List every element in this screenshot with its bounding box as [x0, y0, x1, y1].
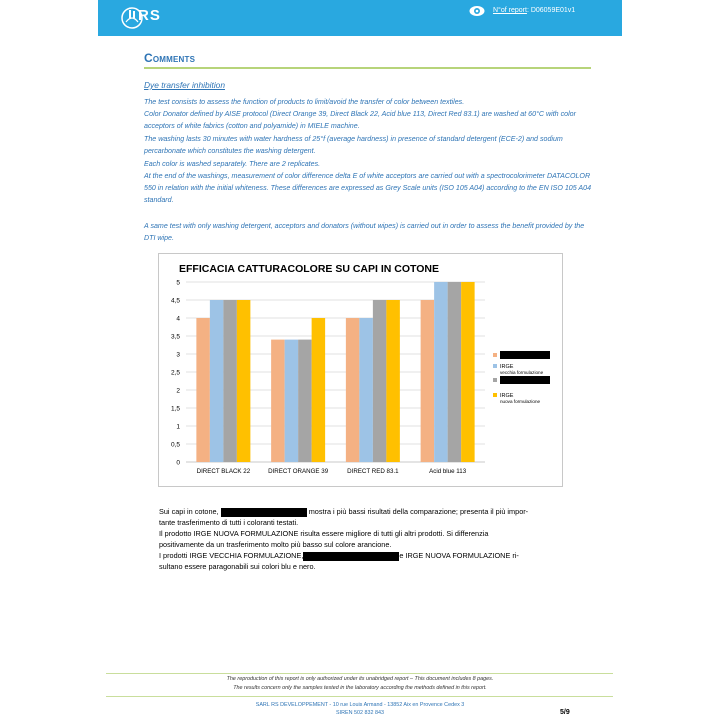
bar	[237, 300, 251, 462]
logo-text: RS	[138, 7, 161, 24]
body-line-5	[159, 550, 599, 561]
legend-swatch	[493, 393, 497, 397]
y-tick-label: 2	[176, 387, 180, 395]
bar	[434, 282, 448, 462]
company-address	[98, 701, 622, 717]
header-bar	[98, 0, 622, 36]
title-rule	[144, 67, 591, 69]
body-line-4: positivamente da un trasferimento molto più basso sul colore arancione.	[159, 540, 392, 549]
bar-chart	[158, 253, 563, 487]
legend-redacted	[500, 376, 550, 384]
section-title: Comments	[144, 51, 196, 65]
y-tick-label: 1,5	[170, 405, 180, 413]
body-line-2: tante trasferimento di tutti i coloranti testati.	[159, 518, 299, 527]
legend-redacted	[500, 351, 550, 359]
y-tick-label: 5	[176, 279, 180, 287]
bar	[312, 318, 326, 462]
paragraph-washing: The washing lasts 30 minutes with water hardness of 25°f (average hardness) in presence of standard detergent (ECE-2) and sodium percarbonate which constitutes the washing detergent.	[144, 135, 563, 156]
paragraph-intro: The test consists to assess the function of products to limit/avoid the transfer of color between textiles.	[144, 98, 465, 106]
y-tick-label: 2,5	[170, 369, 180, 377]
footer-rule-bottom	[106, 696, 613, 697]
bar	[285, 340, 299, 462]
footer-rule-top	[106, 673, 613, 674]
paragraph-control-test: A same test with only washing detergent, acceptors and donators (without wipes) is carried out in order to assess the benefit provided by the DTI wipe.	[144, 222, 585, 243]
report-label: N°of report	[493, 7, 527, 14]
bar	[210, 300, 224, 462]
bar	[298, 340, 312, 462]
report-id: : D06059E01v1	[526, 7, 576, 14]
paragraph-donator: Color Donator defined by AISE protocol (Direct Orange 39, Direct Black 22, Acid blue 113, Direct Red 83.1) are washed at 60°C with color acceptors of white fabrics (cotton and polyamide) in MIELE machine.	[144, 110, 576, 131]
footer-note-2: The results concern only the samples tested in the laboratory according the methods defined in this report.	[233, 685, 487, 691]
bar	[346, 318, 360, 462]
y-tick-label: 4	[176, 315, 180, 323]
legend-label: IRGE	[500, 393, 514, 399]
redacted-block	[221, 508, 307, 517]
body-line-1a: Sui capi in cotone,	[159, 507, 219, 516]
body-line-5b: e IRGE NUOVA FORMULAZIONE ri-	[399, 551, 519, 560]
legend-swatch	[493, 378, 497, 382]
x-tick-label: Acid blue 113	[429, 468, 467, 475]
bar	[386, 300, 400, 462]
report-number	[493, 7, 575, 14]
legend-swatch	[493, 364, 497, 368]
bar	[271, 340, 285, 462]
report-page	[98, 0, 622, 720]
legend-label: IRGE	[500, 364, 514, 370]
company-line: SARL RS DEVELOPPEMENT - 10 rue Louis Armand - 13852 Aix en Provence Cedex 3	[255, 702, 465, 708]
body-line-5a: I prodotti IRGE VECCHIA FORMULAZIONE,	[159, 551, 304, 560]
eye-icon	[469, 5, 485, 17]
bar	[223, 300, 237, 462]
body-line-1b: mostra i più bassi risultati della comparazione; presenta il più impor-	[308, 507, 529, 516]
body-line-6: sultano essere paragonabili sui colori blu e nero.	[159, 562, 316, 571]
bar	[448, 282, 462, 462]
y-tick-label: 3,5	[170, 333, 180, 341]
page-number: 5/9	[560, 709, 570, 716]
legend-sublabel: nuova formulazione	[500, 399, 541, 404]
y-tick-label: 0	[176, 459, 180, 467]
y-tick-label: 1	[176, 423, 180, 431]
bar	[461, 282, 475, 462]
subtitle: Dye transfer inhibition	[144, 80, 225, 90]
redacted-block	[303, 552, 399, 561]
x-tick-label: DIRECT BLACK 22	[196, 468, 251, 475]
y-tick-label: 4,5	[170, 297, 180, 305]
paragraph-replicates: Each color is washed separately. There are 2 replicates.	[144, 160, 321, 168]
legend-swatch	[493, 353, 497, 357]
y-tick-label: 0,5	[170, 441, 180, 449]
bar	[359, 318, 373, 462]
bar	[373, 300, 387, 462]
x-tick-label: DIRECT RED 83.1	[347, 468, 399, 475]
legend-sublabel: vecchia formulazione	[500, 370, 544, 375]
body-line-3: Il prodotto IRGE NUOVA FORMULAZIONE risulta essere migliore di tutti gli altri prodotti. Si differenzia	[159, 529, 489, 538]
chart-title: EFFICACIA CATTURACOLORE SU CAPI IN COTONE	[179, 263, 439, 275]
bar	[421, 300, 435, 462]
footer-note-1: The reproduction of this report is only authorized under its unabridged report – This document includes 8 pages.	[226, 676, 494, 682]
paragraph-measurement: At the end of the washings, measurement of color difference delta E of white acceptors are carried out with a spectrocolorimeter DATACOLOR 550 in relation with the initial whiteness. These differences are expressed as Grey Scale units (ISO 105 A04) according to the EN ISO 105 A04 standard.	[144, 172, 592, 205]
y-tick-label: 3	[176, 351, 180, 359]
x-tick-label: DIRECT ORANGE 39	[268, 468, 329, 475]
siren-line: SIREN 502 832 843	[336, 710, 384, 716]
bar	[196, 318, 210, 462]
body-line-1	[159, 506, 599, 517]
chart-svg	[159, 254, 562, 486]
